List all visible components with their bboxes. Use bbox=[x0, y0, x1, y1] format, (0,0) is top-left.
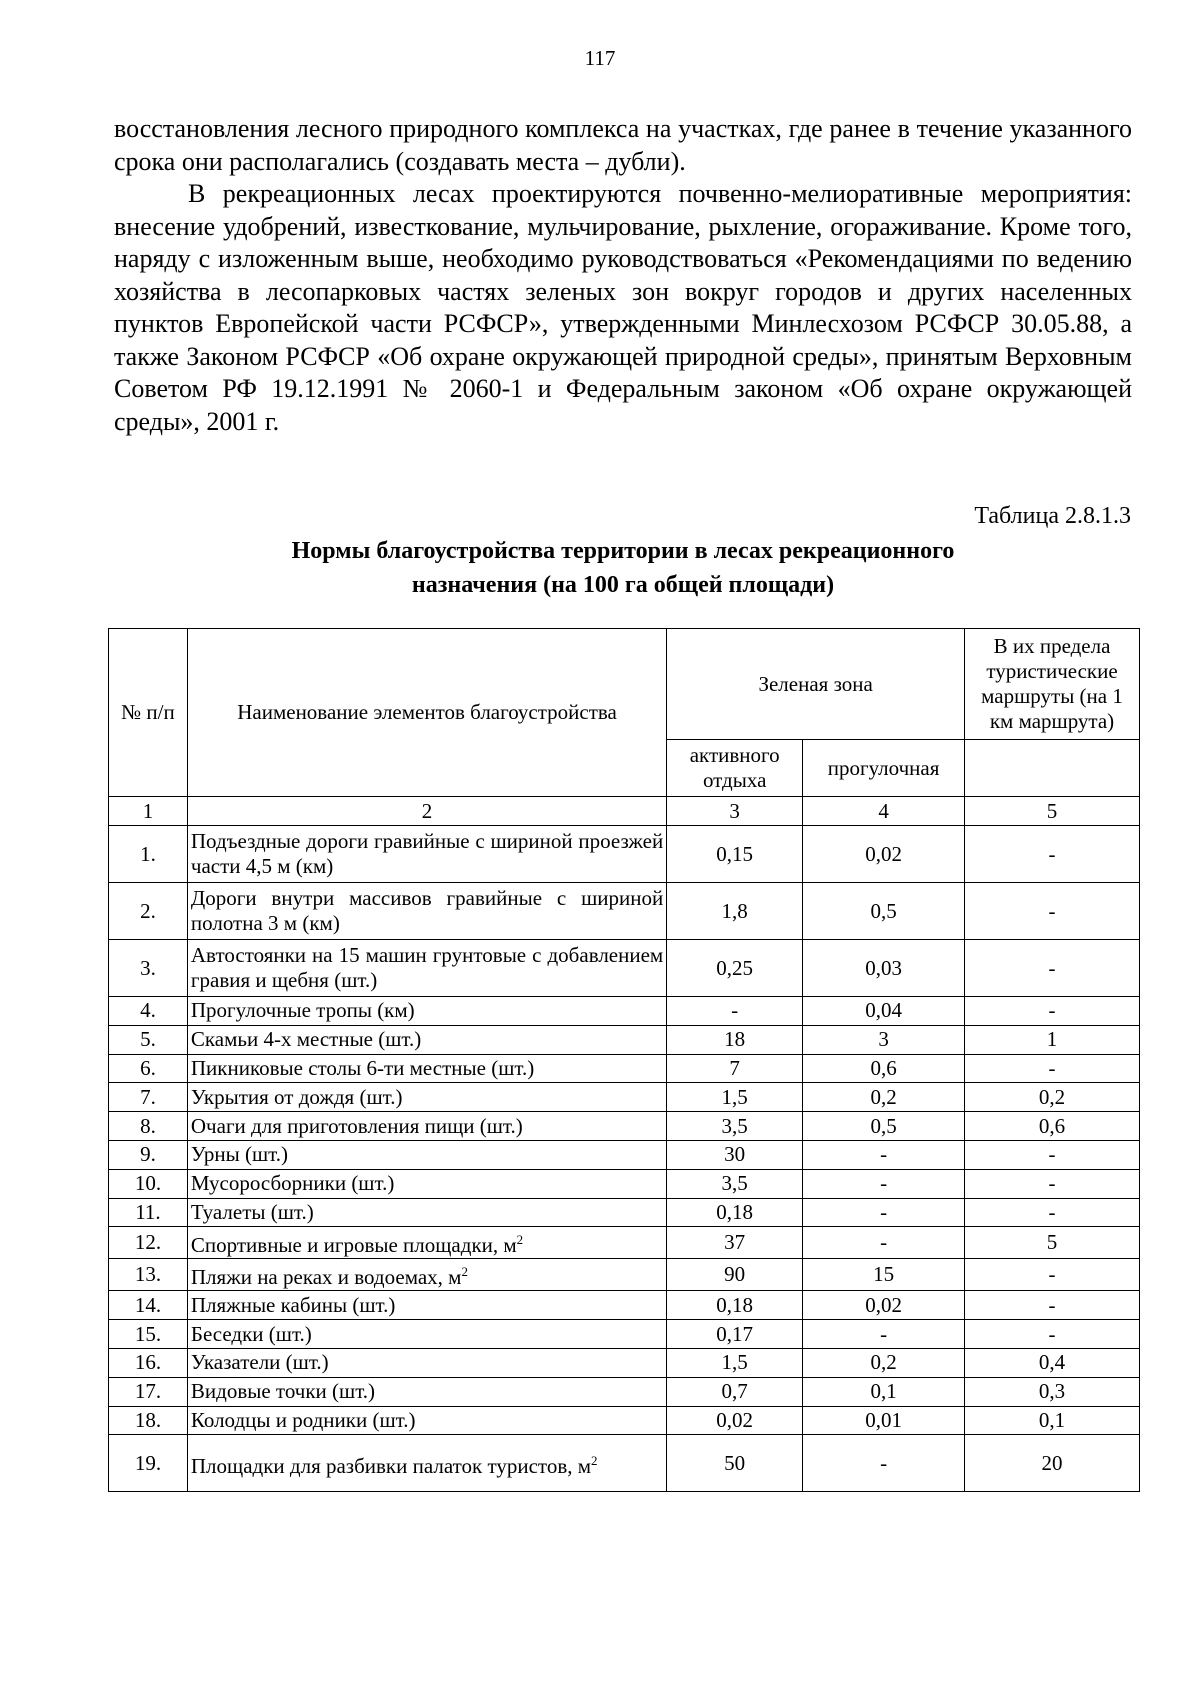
row-name bbox=[187, 1348, 666, 1377]
table-row bbox=[109, 1291, 1140, 1320]
header-active: активного отдыха bbox=[667, 740, 803, 797]
header-num: № п/п bbox=[109, 629, 188, 797]
value-walking: 15 bbox=[803, 1259, 965, 1291]
value-active: 0,25 bbox=[667, 940, 803, 997]
table-row bbox=[109, 1025, 1140, 1054]
table-row bbox=[109, 1320, 1140, 1349]
row-name bbox=[187, 1259, 666, 1291]
value-active: 3,5 bbox=[667, 1112, 803, 1141]
index-cell: 2 bbox=[187, 797, 666, 826]
value-active: 0,15 bbox=[667, 826, 803, 883]
value-routes: 0,3 bbox=[965, 1377, 1140, 1406]
value-active: 30 bbox=[667, 1140, 803, 1169]
table-row bbox=[109, 1348, 1140, 1377]
row-name-text: Подъездные дороги гравийные с шириной проезжей части 4,5 м (км) bbox=[190, 829, 664, 878]
value-routes: - bbox=[965, 1291, 1140, 1320]
row-name-text: Автостоянки на 15 машин грунтовые с добавлением гравия и щебня (шт.) bbox=[190, 943, 664, 992]
value-walking: - bbox=[803, 1435, 965, 1492]
value-walking: - bbox=[803, 1227, 965, 1259]
value-walking: - bbox=[803, 1140, 965, 1169]
row-number: 8. bbox=[109, 1112, 188, 1141]
paragraph-continuation: восстановления лесного природного комплекса на участках, где ранее в течение указанного срока они располагались (создавать места – дубли). bbox=[114, 114, 1132, 176]
value-routes: - bbox=[965, 826, 1140, 883]
value-walking: 0,2 bbox=[803, 1348, 965, 1377]
value-active: 1,8 bbox=[667, 883, 803, 940]
index-cell: 5 bbox=[965, 797, 1140, 826]
row-name-text: Пляжи на реках и водоемах, м bbox=[190, 1265, 462, 1290]
row-name bbox=[187, 826, 666, 883]
table-row bbox=[109, 1083, 1140, 1112]
value-routes: - bbox=[965, 1320, 1140, 1349]
row-name bbox=[187, 1198, 666, 1227]
value-walking: - bbox=[803, 1198, 965, 1227]
value-walking: 0,02 bbox=[803, 826, 965, 883]
row-name-text: Беседки (шт.) bbox=[190, 1321, 312, 1346]
index-cell: 1 bbox=[109, 797, 188, 826]
paragraph-recreational-forests: В рекреационных лесах проектируются почвенно-мелиоративные мероприятия: внесение удобрений, известкование, мульчирование, рыхление, огораживание. Кроме того, наряду с изложенным выше, необходимо руководствоваться «Рекомендациями по ведению хозяйства в лесопарковых частях зеленых зон вокруг городов и других населенных пунктов Европейской части РСФСР», утвержденными Минлесхозом РСФСР 30.05.88, а также Законом РСФСР «Об охране окружающей природной среды», принятым Верховным Советом РФ 19.12.1991 № 2060-1 и Федеральным законом «Об охране окружающей среды», 2001 г. bbox=[114, 179, 1132, 436]
row-name-text: Колодцы и родники (шт.) bbox=[190, 1407, 416, 1432]
value-active: 0,18 bbox=[667, 1198, 803, 1227]
value-walking: - bbox=[803, 1169, 965, 1198]
value-active: - bbox=[667, 997, 803, 1026]
value-routes: 5 bbox=[965, 1227, 1140, 1259]
table-row bbox=[109, 1169, 1140, 1198]
row-number: 1. bbox=[109, 826, 188, 883]
row-name-text: Туалеты (шт.) bbox=[190, 1199, 314, 1224]
row-number: 19. bbox=[109, 1435, 188, 1492]
row-name-text: Урны (шт.) bbox=[190, 1142, 289, 1167]
value-routes: - bbox=[965, 1169, 1140, 1198]
row-name-text: Спортивные и игровые площадки, м bbox=[190, 1233, 517, 1258]
row-name-text: Мусоросборники (шт.) bbox=[190, 1171, 395, 1196]
row-number: 12. bbox=[109, 1227, 188, 1259]
table-row bbox=[109, 1435, 1140, 1492]
table-row bbox=[109, 1054, 1140, 1083]
value-active: 3,5 bbox=[667, 1169, 803, 1198]
table-row bbox=[109, 1377, 1140, 1406]
index-cell: 4 bbox=[803, 797, 965, 826]
value-routes: 0,6 bbox=[965, 1112, 1140, 1141]
table-label: Таблица 2.8.1.3 bbox=[974, 503, 1131, 529]
row-name bbox=[187, 1054, 666, 1083]
value-routes: 20 bbox=[965, 1435, 1140, 1492]
table-row bbox=[109, 1140, 1140, 1169]
row-name bbox=[187, 1169, 666, 1198]
header-routes-empty bbox=[965, 740, 1140, 797]
value-routes: - bbox=[965, 997, 1140, 1026]
row-name-text: Укрытия от дождя (шт.) bbox=[190, 1084, 403, 1109]
value-walking: 0,03 bbox=[803, 940, 965, 997]
value-routes: 0,2 bbox=[965, 1083, 1140, 1112]
value-routes: 1 bbox=[965, 1025, 1140, 1054]
row-number: 4. bbox=[109, 997, 188, 1026]
row-number: 16. bbox=[109, 1348, 188, 1377]
row-number: 7. bbox=[109, 1083, 188, 1112]
unit-superscript: 2 bbox=[591, 1452, 598, 1468]
value-routes: - bbox=[965, 1140, 1140, 1169]
value-active: 37 bbox=[667, 1227, 803, 1259]
table-row bbox=[109, 1112, 1140, 1141]
value-active: 0,02 bbox=[667, 1406, 803, 1435]
body-text bbox=[114, 113, 1132, 438]
row-name bbox=[187, 1377, 666, 1406]
row-number: 14. bbox=[109, 1291, 188, 1320]
index-row bbox=[109, 797, 1140, 826]
header-routes: В их предела туристические маршруты (на 1 км маршрута) bbox=[965, 629, 1140, 740]
row-name-text: Очаги для приготовления пищи (шт.) bbox=[190, 1113, 523, 1138]
row-number: 3. bbox=[109, 940, 188, 997]
value-active: 0,7 bbox=[667, 1377, 803, 1406]
row-name bbox=[187, 1435, 666, 1492]
row-number: 11. bbox=[109, 1198, 188, 1227]
value-walking: 0,1 bbox=[803, 1377, 965, 1406]
value-routes: 0,4 bbox=[965, 1348, 1140, 1377]
value-walking: 0,02 bbox=[803, 1291, 965, 1320]
page-number: 117 bbox=[584, 46, 616, 70]
row-number: 15. bbox=[109, 1320, 188, 1349]
row-name bbox=[187, 883, 666, 940]
row-name bbox=[187, 1320, 666, 1349]
norms-table bbox=[108, 628, 1140, 1492]
row-name bbox=[187, 1291, 666, 1320]
value-walking: 0,2 bbox=[803, 1083, 965, 1112]
row-name-text: Дороги внутри массивов гравийные с шириной полотна 3 м (км) bbox=[190, 886, 664, 935]
value-walking: 0,5 bbox=[803, 1112, 965, 1141]
value-walking: - bbox=[803, 1320, 965, 1349]
header-walking: прогулочная bbox=[803, 740, 965, 797]
table-row bbox=[109, 1259, 1140, 1291]
table-title bbox=[114, 534, 1132, 602]
row-name-text: Скамьи 4-х местные (шт.) bbox=[190, 1027, 422, 1052]
table-row bbox=[109, 940, 1140, 997]
row-name bbox=[187, 1112, 666, 1141]
value-active: 1,5 bbox=[667, 1083, 803, 1112]
value-routes: - bbox=[965, 1054, 1140, 1083]
table-row bbox=[109, 1406, 1140, 1435]
value-routes: - bbox=[965, 940, 1140, 997]
value-walking: 0,5 bbox=[803, 883, 965, 940]
table-title-line: назначения (на 100 га общей площади) bbox=[411, 572, 835, 598]
table-row bbox=[109, 1227, 1140, 1259]
header-name: Наименование элементов благоустройства bbox=[187, 629, 666, 797]
row-number: 13. bbox=[109, 1259, 188, 1291]
row-number: 17. bbox=[109, 1377, 188, 1406]
row-number: 18. bbox=[109, 1406, 188, 1435]
value-active: 50 bbox=[667, 1435, 803, 1492]
value-active: 18 bbox=[667, 1025, 803, 1054]
value-routes: - bbox=[965, 1259, 1140, 1291]
value-active: 0,17 bbox=[667, 1320, 803, 1349]
row-name bbox=[187, 940, 666, 997]
value-walking: 3 bbox=[803, 1025, 965, 1054]
unit-superscript: 2 bbox=[516, 1232, 524, 1248]
row-name-text: Видовые точки (шт.) bbox=[190, 1379, 376, 1404]
row-name-text: Пикниковые столы 6-ти местные (шт.) bbox=[190, 1055, 535, 1080]
row-name-text: Пляжные кабины (шт.) bbox=[190, 1292, 396, 1317]
row-name bbox=[187, 1025, 666, 1054]
value-walking: 0,01 bbox=[803, 1406, 965, 1435]
row-number: 9. bbox=[109, 1140, 188, 1169]
row-name-text: Указатели (шт.) bbox=[190, 1350, 329, 1375]
table-row bbox=[109, 883, 1140, 940]
value-walking: 0,04 bbox=[803, 997, 965, 1026]
table-row bbox=[109, 826, 1140, 883]
table-row bbox=[109, 997, 1140, 1026]
unit-superscript: 2 bbox=[461, 1264, 468, 1280]
value-routes: - bbox=[965, 883, 1140, 940]
value-routes: 0,1 bbox=[965, 1406, 1140, 1435]
header-green-zone: Зеленая зона bbox=[667, 629, 965, 740]
row-number: 2. bbox=[109, 883, 188, 940]
value-active: 7 bbox=[667, 1054, 803, 1083]
row-name bbox=[187, 997, 666, 1026]
value-routes: - bbox=[965, 1198, 1140, 1227]
value-active: 90 bbox=[667, 1259, 803, 1291]
row-number: 5. bbox=[109, 1025, 188, 1054]
table-row bbox=[109, 1198, 1140, 1227]
value-active: 0,18 bbox=[667, 1291, 803, 1320]
row-name bbox=[187, 1406, 666, 1435]
row-number: 10. bbox=[109, 1169, 188, 1198]
row-name-text: Прогулочные тропы (км) bbox=[190, 998, 415, 1023]
index-cell: 3 bbox=[667, 797, 803, 826]
table-title-line: Нормы благоустройства территории в лесах рекреационного bbox=[291, 538, 955, 564]
value-active: 1,5 bbox=[667, 1348, 803, 1377]
row-name bbox=[187, 1140, 666, 1169]
row-name bbox=[187, 1227, 666, 1259]
value-walking: 0,6 bbox=[803, 1054, 965, 1083]
row-name bbox=[187, 1083, 666, 1112]
row-number: 6. bbox=[109, 1054, 188, 1083]
row-name-text: Площадки для разбивки палаток туристов, м bbox=[190, 1453, 592, 1478]
